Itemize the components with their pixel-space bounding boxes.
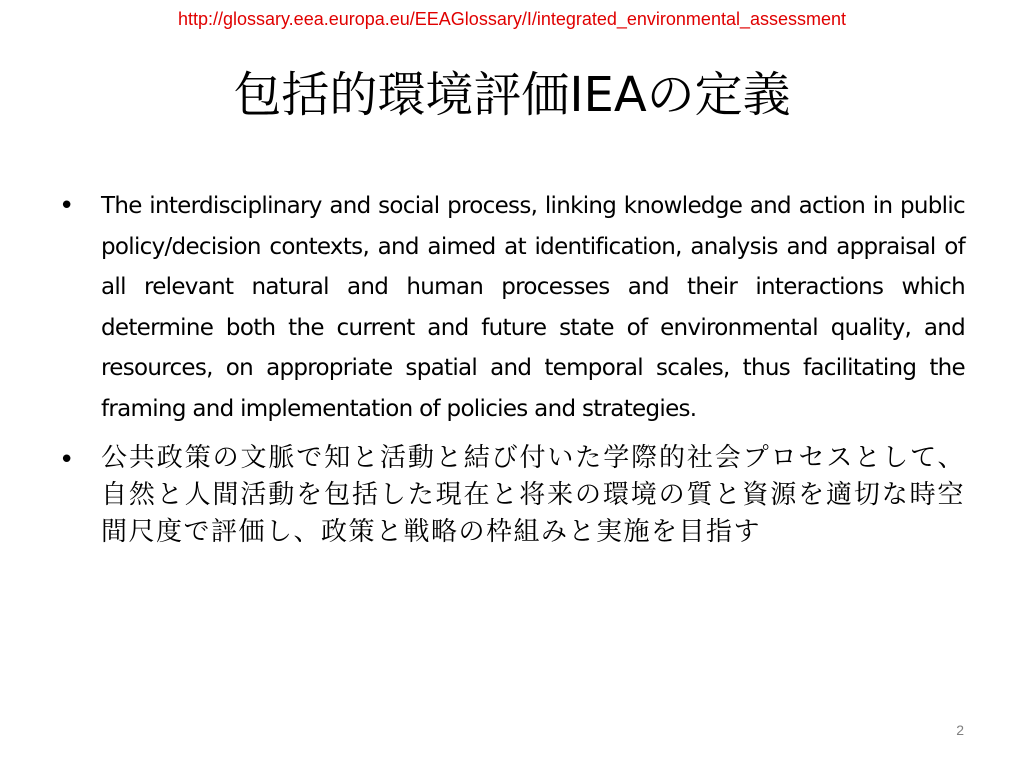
bullet-list bbox=[55, 186, 965, 561]
bullet-text-english: The interdisciplinary and social process, linking knowledge and action in public policy/decision contexts, and aimed at identification, analysis and appraisal of all relevant natural and human processes and their interactions which determine both the current and future state of environmental quality, and resources, on appropriate spatial and temporal scales, thus facilitating the framing and implementation of policies and strategies. bbox=[101, 193, 965, 422]
bullet-item-japanese-definition bbox=[55, 440, 965, 551]
bullet-marker: • bbox=[59, 191, 75, 221]
slide-title: 包括的環境評価IEAの定義 bbox=[233, 67, 791, 123]
bullet-text-japanese: 公共政策の文脈で知と活動と結び付いた学際的社会プロセスとして、自然と人間活動を包括した現在と将来の環境の質と資源を適切な時空間尺度で評価し、政策と戦略の枠組みと実施を目指す bbox=[101, 442, 965, 547]
bullet-item-english-definition bbox=[55, 186, 965, 430]
bullet-marker: • bbox=[59, 444, 75, 475]
page-number: 2 bbox=[956, 722, 964, 738]
source-url-link[interactable]: http://glossary.eea.europa.eu/EEAGlossary/I/integrated_environmental_assessment bbox=[177, 9, 847, 29]
